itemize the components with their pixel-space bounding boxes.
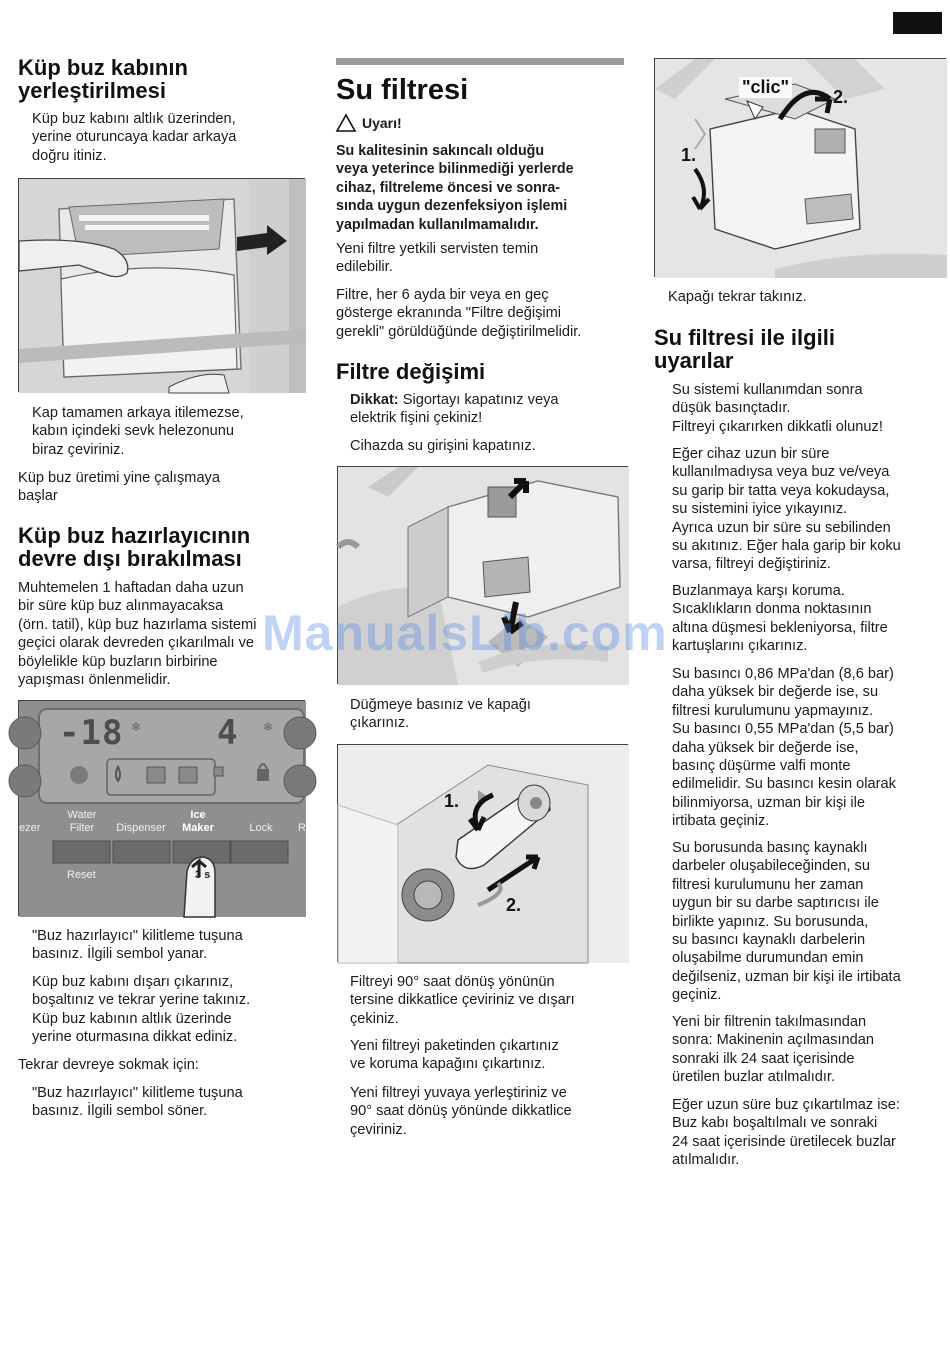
panel-lock-label: Lock (249, 822, 273, 834)
para-cannot-push: Kap tamamen arkaya itilemezse, kabın içindeki sevk helezonunu biraz çeviriniz. (32, 405, 244, 458)
heading-filter-change: Filtre değişimi (336, 359, 486, 384)
fig-rotate-step2: 2. (506, 895, 522, 915)
para-remove-bin: Küp buz kabını dışarı çıkarınız, boşaltınız ve tekrar yerine takınız. Küp buz kabının altlık üzerinde yerine oturmasına dikkat ediniz. (32, 974, 251, 1046)
figure-ice-bin-insert (18, 178, 305, 392)
attention-label: Dikkat: (350, 392, 399, 408)
para-lock-key-on: "Buz hazırlayıcı" kilitleme tuşuna basınız. İlgili sembol yanar. (32, 928, 243, 963)
fig-refit-step2: 2. (833, 87, 849, 107)
panel-reset-label: Reset (67, 869, 96, 881)
watermark: ManualsLib.com (262, 605, 668, 661)
svg-text:❄: ❄ (263, 720, 274, 734)
warning-label: Uyarı! (362, 115, 402, 131)
para-disable-icemaker: Muhtemelen 1 haftadan daha uzun bir süre küp buz alınmayacaksa (örn. tatil), küp buz hazırlama sistemi geçici olarak devreden çıkarılmalı ve böylelikle küp buzların birbirine yapışması önlenmelidir. (18, 580, 257, 689)
figure-control-panel (18, 700, 305, 916)
para-lock-key-off: "Buz hazırlayıcı" kilitleme tuşuna basınız. İlgili sembol söner. (32, 1085, 243, 1120)
heading-filter-notes: Su filtresi ile ilgili uyarılar (654, 325, 835, 373)
warning-triangle-icon (336, 114, 356, 132)
para-press-button: Düğmeye basınız ve kapağı çıkarınız. (350, 697, 531, 732)
heading-water-filter: Su filtresi (336, 74, 469, 106)
panel-hold-label: 3 s (195, 869, 211, 881)
panel-right-edge-label: R (298, 822, 306, 834)
para-pressure-surge: Su borusunda basınç kaynaklı darbeler oluşabileceğinden, su filtresi kurulumunu her zaman uygun bir su darbe saptırıcısı ile birlikte yapınız. Su borusunda, su basıncı kaynaklı darbelerin oluşabilme durumundan emin değilseniz, uzman bir kişi ile irtibata geçiniz. (672, 840, 901, 1004)
para-close-water: Cihazda su girişini kapatınız. (350, 438, 536, 454)
para-long-idle-ice: Eğer uzun süre buz çıkartılmaz ise: Buz kabı boşaltılmalı ve sonraki 24 saat içerisinde üretilecek buzlar atılmalıdır. (672, 1097, 900, 1169)
figure-refit-cover (654, 58, 946, 277)
language-tab (893, 12, 942, 34)
fig-clic-label: "clic" (739, 77, 792, 98)
para-frost-protection: Buzlanmaya karşı koruma. Sıcaklıkların donma noktasının altına düşmesi bekleniyorsa, filtre kartuşlarını çıkarınız. (672, 583, 888, 655)
attention-text: Sigortayı kapatınız veya elektrik fişini çekiniz! (350, 392, 559, 427)
para-reenable: Tekrar devreye sokmak için: (18, 1057, 199, 1073)
figure-rotate-filter (337, 744, 628, 962)
heading-cube-ice-insert: Küp buz kabının yerleştirilmesi (18, 55, 188, 103)
para-warning: Su kalitesinin sakıncalı olduğu veya yeterince bilinmediği yerlerde cihaz, filtreleme öncesi ve sonra- sında uygun dezenfeksiyon işlemi yapılmadan kullanılmamalıdır. (336, 143, 574, 233)
svg-text:❄: ❄ (131, 720, 142, 734)
para-service: Yeni filtre yetkili servisten temin edilebilir. (336, 241, 539, 276)
warning-heading (336, 114, 402, 132)
para-insert-new-filter: Yeni filtreyi yuvaya yerleştiriniz ve 90° saat dönüş yönünde dikkatlice çeviriniz. (350, 1085, 572, 1138)
panel-dispenser-label: Dispenser (116, 822, 166, 834)
para-attention (350, 391, 558, 428)
para-production-resumes: Küp buz üretimi yine çalışmaya başlar (18, 470, 220, 505)
para-insert-bin: Küp buz kabını altlık üzerinden, yerine oturuncaya kadar arkaya doğru itiniz. (32, 111, 237, 164)
panel-water-filter-label: Water Filter (67, 809, 97, 834)
panel-left-edge-label: ezer (19, 822, 41, 834)
para-unused-long: Eğer cihaz uzun bir süre kullanılmadıysa veya buz ve/veya su garip bir tatta veya kokudaysa, su sistemini iyice yıkayınız. Ayrıca uzun bir süre su sebilinden su akıtınız. Eğer hala garip bir koku varsa, filtreyi değiştiriniz. (672, 446, 901, 573)
para-rotate-filter: Filtreyi 90° saat dönüş yönünün tersine dikkatlice çeviriniz ve dışarı çekiniz. (350, 974, 575, 1027)
para-water-pressure: Su basıncı 0,86 MPa'dan (8,6 bar) daha yüksek bir değerde ise, su filtresi kurulumunu yapmayınız. Su basıncı 0,55 MPa'dan (5,5 bar) daha yüksek bir değerde ise, basınç düşürme valfi monte edilmelidir. Su basıncı kesin olarak bilinmiyorsa, uzman bir kişi ile irtibata geçiniz. (672, 666, 896, 830)
para-new-filter-ice: Yeni bir filtrenin takılmasından sonra: Makinenin açılmasından sonraki ilk 24 saat içerisinde üretilen buzlar atılmalıdır. (672, 1014, 874, 1086)
para-unpack-filter: Yeni filtreyi paketinden çıkartınız ve koruma kapağını çıkartınız. (350, 1038, 559, 1073)
panel-temp-right: 4 (217, 713, 238, 753)
panel-temp-left: -18 (59, 713, 124, 753)
para-change-interval: Filtre, her 6 ayda bir veya en geç gösterge ekranında "Filtre değişimi gerekli" görüldüğünde değiştirilmelidir. (336, 287, 582, 340)
fig-refit-step1: 1. (681, 145, 697, 165)
fig-rotate-step1: 1. (444, 791, 460, 811)
para-refit-cover: Kapağı tekrar takınız. (668, 289, 807, 305)
panel-ice-maker-label: Ice Maker (182, 809, 214, 834)
para-low-pressure: Su sistemi kullanımdan sonra düşük basınçtadır. Filtreyi çıkarırken dikkatli olunuz! (672, 382, 883, 435)
section-rule (336, 58, 624, 65)
heading-disable-icemaker: Küp buz hazırlayıcının devre dışı bırakılması (18, 523, 251, 571)
